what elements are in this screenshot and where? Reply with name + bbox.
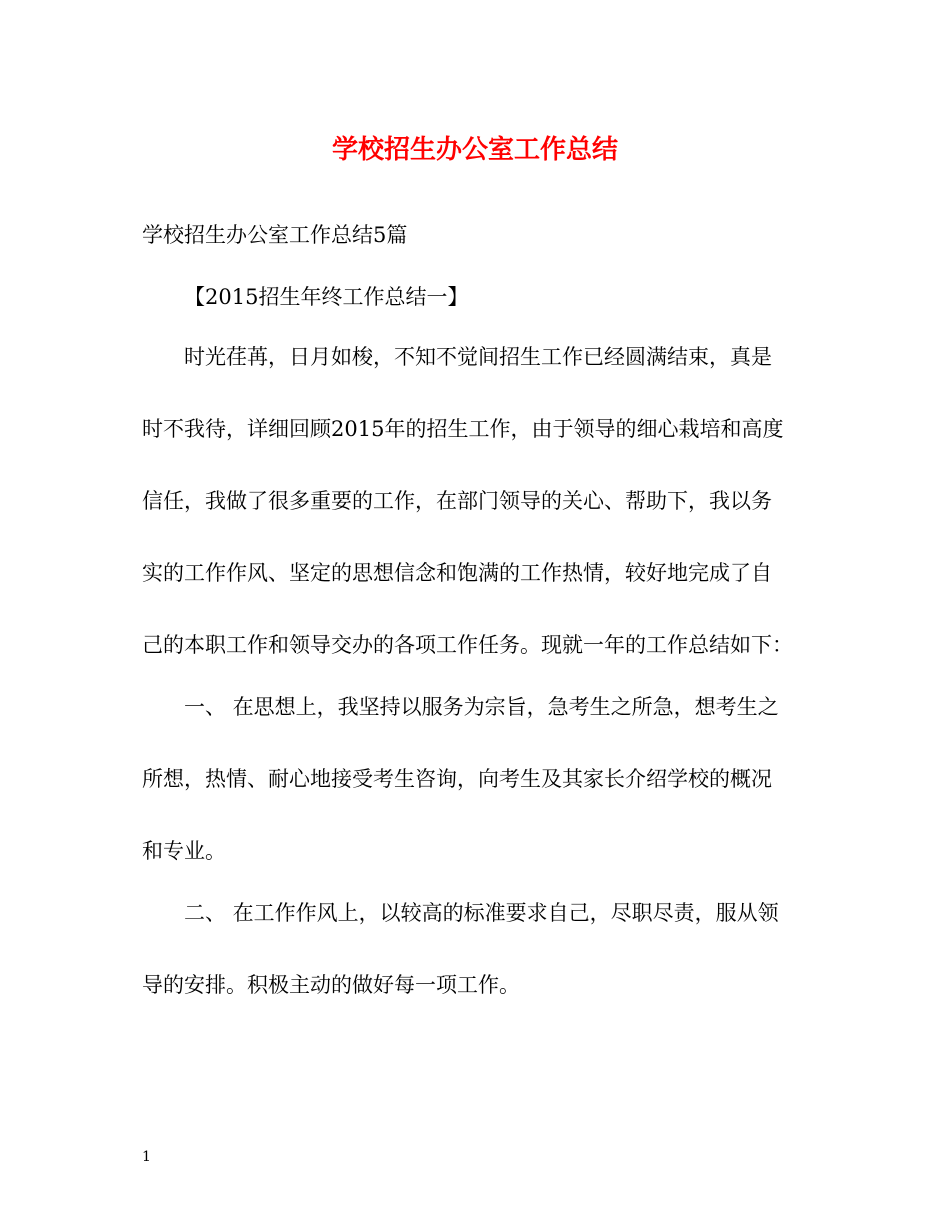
- page-number: 1: [142, 1149, 151, 1165]
- paragraph-line: 时不我待，详细回顾2015年的招生工作，由于领导的细心栽培和高度: [142, 417, 784, 441]
- list-item-line: 和专业。: [142, 839, 226, 863]
- document-title: 学校招生办公室工作总结: [331, 135, 618, 165]
- paragraph-line: 信任，我做了很多重要的工作，在部门领导的关心、帮助下，我以务: [142, 489, 772, 513]
- list-item-line: 一、 在思想上，我坚持以服务为宗旨，急考生之所急，想考生之: [184, 695, 779, 719]
- list-item-line: 导的安排。积极主动的做好每一项工作。: [142, 973, 520, 997]
- paragraph-line: 实的工作作风、坚定的思想信念和饱满的工作热情，较好地完成了自: [142, 561, 772, 585]
- section-heading: 【2015招生年终工作总结一】: [184, 285, 469, 309]
- paragraph-line: 己的本职工作和领导交办的各项工作任务。现就一年的工作总结如下：: [142, 633, 793, 657]
- document-subtitle: 学校招生办公室工作总结5篇: [142, 223, 408, 247]
- list-item-line: 所想，热情、耐心地接受考生咨询，向考生及其家长介绍学校的概况: [142, 767, 772, 791]
- paragraph-line: 时光荏苒，日月如梭，不知不觉间招生工作已经圆满结束，真是: [184, 345, 772, 369]
- list-item-line: 二、 在工作作风上，以较高的标准要求自己，尽职尽责，服从领: [184, 901, 779, 925]
